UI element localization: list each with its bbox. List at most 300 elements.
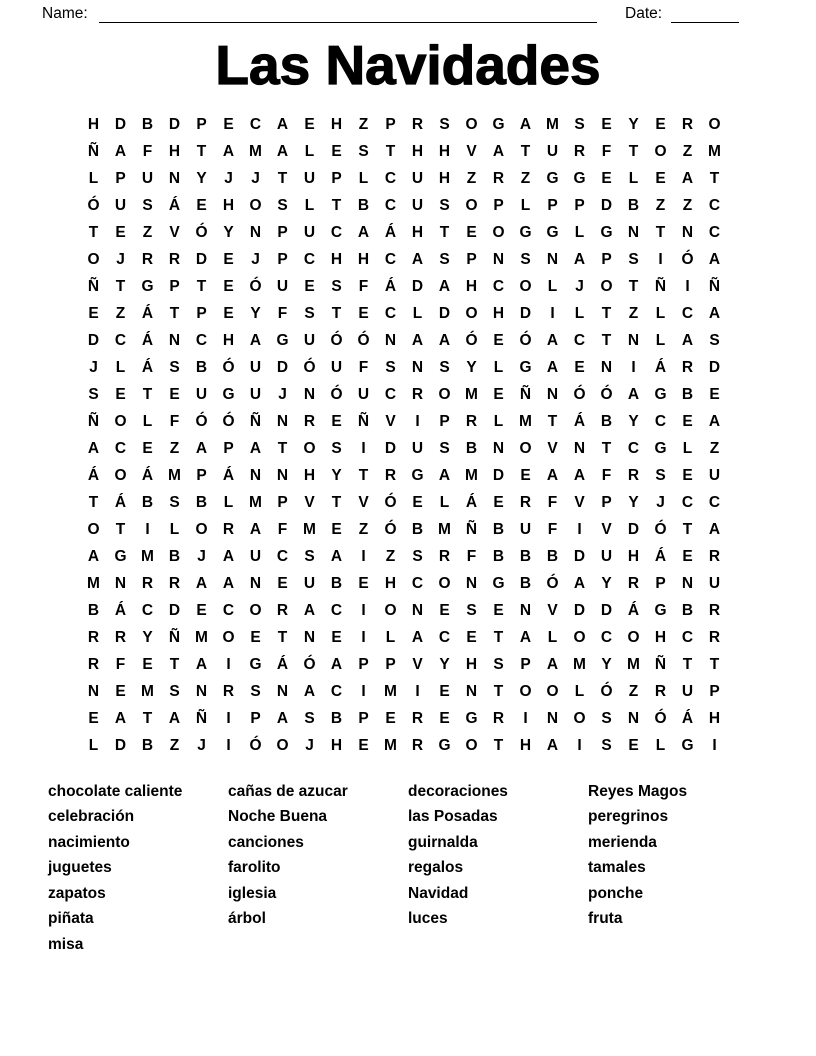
grid-letter: L bbox=[493, 358, 504, 376]
grid-letter: R bbox=[87, 655, 100, 673]
grid-letter: C bbox=[600, 628, 613, 646]
grid-letter: T bbox=[493, 628, 504, 646]
grid-letter: Ñ bbox=[654, 277, 667, 295]
word-list-item: luces bbox=[408, 910, 448, 928]
grid-letter: O bbox=[654, 142, 667, 160]
grid-letter: S bbox=[439, 196, 450, 214]
grid-letter: A bbox=[519, 628, 532, 646]
word-list-column bbox=[588, 779, 687, 932]
grid-letter: P bbox=[196, 115, 207, 133]
grid-letter: Ó bbox=[654, 520, 667, 538]
grid-letter: R bbox=[492, 709, 505, 727]
grid-letter: C bbox=[438, 628, 451, 646]
grid-letter: C bbox=[114, 439, 127, 457]
grid-letter: L bbox=[655, 331, 666, 349]
grid-letter: O bbox=[87, 250, 100, 268]
grid-letter: E bbox=[493, 385, 504, 403]
grid-letter: J bbox=[251, 169, 260, 187]
grid-letter: A bbox=[681, 169, 694, 187]
grid-letter: O bbox=[546, 682, 559, 700]
grid-letter: A bbox=[114, 709, 127, 727]
grid-letter: J bbox=[305, 736, 314, 754]
grid-letter: R bbox=[681, 115, 694, 133]
grid-letter: A bbox=[573, 466, 586, 484]
grid-letter: N bbox=[276, 412, 289, 430]
grid-letter: T bbox=[601, 304, 612, 322]
grid-letter: M bbox=[519, 412, 532, 430]
grid-letter: G bbox=[519, 223, 532, 241]
grid-letter: T bbox=[196, 142, 207, 160]
grid-letter: L bbox=[574, 682, 585, 700]
grid-letter: H bbox=[627, 547, 640, 565]
grid-letter: N bbox=[681, 223, 694, 241]
grid-letter: S bbox=[439, 439, 450, 457]
grid-letter: P bbox=[169, 277, 180, 295]
grid-letter: O bbox=[600, 277, 613, 295]
grid-letter: L bbox=[628, 169, 639, 187]
grid-letter: O bbox=[87, 520, 100, 538]
grid-letter: Y bbox=[601, 574, 612, 592]
grid-letter: U bbox=[249, 358, 262, 376]
grid-letter: R bbox=[384, 466, 397, 484]
grid-letter: B bbox=[492, 547, 505, 565]
grid-letter: T bbox=[709, 655, 720, 673]
word-list-item: Reyes Magos bbox=[588, 783, 688, 800]
grid-letter: E bbox=[223, 277, 234, 295]
grid-letter: V bbox=[466, 142, 477, 160]
grid-letter: P bbox=[196, 466, 207, 484]
grid-letter: R bbox=[465, 412, 478, 430]
grid-letter: I bbox=[685, 277, 690, 295]
grid-letter: S bbox=[439, 115, 450, 133]
grid-letter: H bbox=[519, 736, 532, 754]
grid-letter: C bbox=[222, 601, 235, 619]
grid-letter: T bbox=[358, 466, 369, 484]
grid-letter: A bbox=[222, 142, 235, 160]
grid-letter: T bbox=[169, 655, 180, 673]
grid-letter: B bbox=[87, 601, 100, 619]
grid-letter: F bbox=[277, 304, 288, 322]
grid-letter: C bbox=[627, 439, 640, 457]
grid-letter: C bbox=[249, 115, 262, 133]
grid-letter: M bbox=[438, 520, 451, 538]
grid-letter: I bbox=[577, 520, 582, 538]
grid-letter: D bbox=[600, 196, 613, 214]
grid-letter: A bbox=[519, 115, 532, 133]
grid-letter: Á bbox=[573, 412, 586, 430]
grid-letter: D bbox=[438, 304, 451, 322]
grid-letter: T bbox=[439, 223, 450, 241]
grid-letter: N bbox=[276, 466, 289, 484]
grid-letter: Z bbox=[682, 196, 693, 214]
grid-letter: L bbox=[520, 196, 531, 214]
grid-letter: O bbox=[519, 277, 532, 295]
grid-letter: Y bbox=[601, 655, 612, 673]
grid-letter: O bbox=[627, 628, 640, 646]
grid-letter: R bbox=[222, 682, 235, 700]
grid-letter: A bbox=[573, 250, 586, 268]
word-list-column bbox=[228, 779, 348, 932]
grid-letter: T bbox=[331, 196, 342, 214]
grid-letter: L bbox=[142, 412, 153, 430]
grid-letter: I bbox=[577, 736, 582, 754]
grid-letter: I bbox=[226, 709, 231, 727]
grid-letter: S bbox=[358, 142, 369, 160]
grid-letter: I bbox=[361, 628, 366, 646]
grid-letter: P bbox=[277, 493, 288, 511]
grid-letter: S bbox=[331, 277, 342, 295]
grid-letter: F bbox=[466, 547, 477, 565]
grid-letter: E bbox=[493, 493, 504, 511]
grid-letter: Á bbox=[114, 601, 127, 619]
grid-letter: E bbox=[88, 304, 99, 322]
grid-letter: R bbox=[141, 574, 154, 592]
word-list-item: fruta bbox=[588, 910, 623, 928]
word-list-column bbox=[408, 779, 508, 932]
grid-letter: E bbox=[331, 412, 342, 430]
grid-letter: E bbox=[601, 169, 612, 187]
grid-letter: R bbox=[168, 574, 181, 592]
grid-letter: I bbox=[415, 682, 420, 700]
grid-letter: Z bbox=[169, 439, 180, 457]
grid-letter: L bbox=[439, 493, 450, 511]
word-list-item: Navidad bbox=[408, 884, 469, 902]
grid-letter: A bbox=[276, 115, 289, 133]
grid-letter: Ó bbox=[330, 331, 343, 349]
grid-letter: Z bbox=[520, 169, 531, 187]
grid-letter: L bbox=[115, 358, 126, 376]
grid-letter: T bbox=[115, 277, 126, 295]
grid-letter: Ó bbox=[357, 331, 370, 349]
grid-letter: T bbox=[142, 709, 153, 727]
grid-letter: P bbox=[466, 250, 477, 268]
grid-letter: L bbox=[88, 736, 99, 754]
grid-letter: T bbox=[169, 304, 180, 322]
grid-letter: E bbox=[88, 709, 99, 727]
grid-letter: I bbox=[523, 709, 528, 727]
grid-letter: Y bbox=[628, 115, 639, 133]
grid-letter: M bbox=[546, 115, 559, 133]
grid-letter: A bbox=[330, 547, 343, 565]
grid-letter: U bbox=[249, 385, 262, 403]
grid-letter: S bbox=[412, 547, 423, 565]
grid-letter: Á bbox=[114, 493, 127, 511]
grid-letter: G bbox=[519, 358, 532, 376]
grid-letter: T bbox=[115, 520, 126, 538]
grid-letter: P bbox=[385, 115, 396, 133]
grid-letter: N bbox=[519, 601, 532, 619]
grid-letter: P bbox=[385, 655, 396, 673]
grid-letter: Ñ bbox=[708, 277, 721, 295]
grid-letter: Ñ bbox=[195, 709, 208, 727]
grid-letter: D bbox=[276, 358, 289, 376]
grid-letter: O bbox=[114, 466, 127, 484]
grid-letter: U bbox=[411, 169, 424, 187]
grid-letter: Y bbox=[331, 466, 342, 484]
grid-letter: D bbox=[411, 277, 424, 295]
grid-letter: M bbox=[141, 682, 154, 700]
grid-letter: A bbox=[573, 574, 586, 592]
grid-letter: H bbox=[303, 466, 316, 484]
grid-letter: R bbox=[627, 574, 640, 592]
grid-letter: B bbox=[141, 493, 154, 511]
grid-letter: E bbox=[331, 628, 342, 646]
word-list-item: iglesia bbox=[228, 884, 277, 902]
grid-letter: C bbox=[708, 223, 721, 241]
grid-letter: G bbox=[654, 601, 667, 619]
grid-letter: E bbox=[682, 466, 693, 484]
grid-letter: R bbox=[654, 682, 667, 700]
grid-letter: A bbox=[546, 331, 559, 349]
grid-letter: G bbox=[438, 736, 451, 754]
grid-letter: S bbox=[439, 358, 450, 376]
grid-letter: T bbox=[277, 628, 288, 646]
grid-letter: P bbox=[574, 196, 585, 214]
grid-letter: I bbox=[361, 547, 366, 565]
grid-letter: N bbox=[168, 169, 181, 187]
grid-letter: C bbox=[330, 223, 343, 241]
grid-letter: R bbox=[438, 547, 451, 565]
word-list-item: misa bbox=[48, 935, 84, 953]
grid-letter: S bbox=[520, 250, 531, 268]
grid-letter: E bbox=[223, 304, 234, 322]
grid-letter: Ó bbox=[546, 574, 559, 592]
grid-letter: Ó bbox=[303, 655, 316, 673]
grid-letter: T bbox=[628, 142, 639, 160]
grid-letter: Ó bbox=[195, 223, 208, 241]
grid-letter: T bbox=[385, 142, 396, 160]
grid-letter: S bbox=[169, 358, 180, 376]
grid-letter: O bbox=[249, 601, 262, 619]
grid-letter: Z bbox=[115, 304, 126, 322]
word-list-item: merienda bbox=[588, 833, 657, 851]
grid-letter: N bbox=[168, 331, 181, 349]
grid-letter: A bbox=[708, 304, 721, 322]
grid-letter: D bbox=[168, 115, 181, 133]
grid-letter: M bbox=[249, 142, 262, 160]
grid-letter: R bbox=[681, 358, 694, 376]
grid-letter: E bbox=[358, 736, 369, 754]
grid-letter: N bbox=[303, 628, 316, 646]
grid-letter: C bbox=[681, 304, 694, 322]
grid-letter: G bbox=[141, 277, 154, 295]
grid-letter: C bbox=[141, 601, 154, 619]
grid-letter: S bbox=[277, 196, 288, 214]
grid-letter: G bbox=[411, 466, 424, 484]
grid-letter: N bbox=[573, 439, 586, 457]
grid-letter: D bbox=[114, 115, 127, 133]
grid-letter: Á bbox=[627, 601, 640, 619]
grid-letter: Ó bbox=[573, 385, 586, 403]
grid-letter: E bbox=[223, 115, 234, 133]
word-list-item: nacimiento bbox=[48, 833, 130, 851]
grid-letter: J bbox=[656, 493, 665, 511]
grid-letter: N bbox=[627, 331, 640, 349]
grid-letter: U bbox=[303, 331, 316, 349]
grid-letter: R bbox=[492, 169, 505, 187]
grid-letter: J bbox=[575, 277, 584, 295]
grid-letter: H bbox=[384, 574, 397, 592]
grid-letter: M bbox=[627, 655, 640, 673]
grid-letter: Ó bbox=[384, 520, 397, 538]
grid-letter: O bbox=[438, 574, 451, 592]
grid-letter: Ó bbox=[303, 358, 316, 376]
grid-letter: Ñ bbox=[87, 412, 100, 430]
grid-letter: B bbox=[195, 358, 208, 376]
grid-letter: Y bbox=[466, 358, 477, 376]
grid-letter: O bbox=[384, 601, 397, 619]
grid-letter: G bbox=[276, 331, 289, 349]
grid-letter: S bbox=[304, 709, 315, 727]
grid-letter: Ó bbox=[465, 331, 478, 349]
grid-letter: E bbox=[169, 385, 180, 403]
grid-letter: Z bbox=[682, 142, 693, 160]
grid-letter: H bbox=[411, 223, 424, 241]
grid-letter: P bbox=[331, 169, 342, 187]
grid-letter: T bbox=[655, 223, 666, 241]
grid-letter: O bbox=[573, 628, 586, 646]
grid-letter: N bbox=[276, 682, 289, 700]
grid-letter: H bbox=[465, 277, 478, 295]
grid-letter: H bbox=[222, 196, 235, 214]
grid-letter: C bbox=[330, 601, 343, 619]
grid-letter: R bbox=[519, 493, 532, 511]
grid-letter: O bbox=[465, 196, 478, 214]
word-list-item: las Posadas bbox=[408, 808, 498, 826]
grid-letter: P bbox=[277, 250, 288, 268]
grid-letter: F bbox=[142, 142, 153, 160]
grid-letter: O bbox=[438, 385, 451, 403]
grid-letter: H bbox=[492, 304, 505, 322]
word-list-item: juguetes bbox=[48, 859, 112, 877]
grid-letter: D bbox=[600, 601, 613, 619]
grid-letter: Ñ bbox=[249, 412, 262, 430]
name-blank-line bbox=[99, 22, 597, 23]
grid-letter: H bbox=[330, 250, 343, 268]
word-list-item: guirnalda bbox=[408, 833, 478, 851]
grid-letter: D bbox=[168, 601, 181, 619]
grid-letter: Z bbox=[358, 520, 369, 538]
grid-letter: A bbox=[681, 331, 694, 349]
grid-letter: G bbox=[222, 385, 235, 403]
grid-letter: N bbox=[114, 574, 127, 592]
grid-letter: H bbox=[330, 115, 343, 133]
grid-letter: Ó bbox=[222, 358, 235, 376]
grid-letter: U bbox=[708, 574, 721, 592]
grid-letter: Á bbox=[141, 358, 154, 376]
grid-letter: P bbox=[601, 493, 612, 511]
grid-letter: N bbox=[492, 250, 505, 268]
grid-letter: Á bbox=[654, 547, 667, 565]
word-list-item: canciones bbox=[228, 833, 304, 851]
grid-letter: N bbox=[303, 385, 316, 403]
grid-letter: B bbox=[141, 736, 154, 754]
grid-letter: T bbox=[601, 439, 612, 457]
grid-letter: O bbox=[303, 439, 316, 457]
word-list-item: piñata bbox=[48, 910, 94, 928]
grid-letter: M bbox=[384, 682, 397, 700]
grid-letter: T bbox=[142, 385, 153, 403]
grid-letter: B bbox=[681, 385, 694, 403]
grid-letter: I bbox=[361, 439, 366, 457]
grid-letter: B bbox=[141, 115, 154, 133]
grid-letter: E bbox=[601, 115, 612, 133]
grid-letter: O bbox=[114, 412, 127, 430]
grid-letter: E bbox=[142, 655, 153, 673]
grid-letter: Z bbox=[709, 439, 720, 457]
grid-letter: L bbox=[223, 493, 234, 511]
grid-letter: V bbox=[358, 493, 369, 511]
grid-letter: U bbox=[519, 520, 532, 538]
grid-letter: T bbox=[331, 493, 342, 511]
grid-letter: M bbox=[195, 628, 208, 646]
grid-letter: N bbox=[195, 682, 208, 700]
grid-letter: N bbox=[627, 709, 640, 727]
grid-letter: U bbox=[249, 547, 262, 565]
grid-letter: G bbox=[492, 115, 505, 133]
grid-letter: E bbox=[682, 412, 693, 430]
grid-letter: C bbox=[384, 169, 397, 187]
word-list-item: regalos bbox=[408, 859, 464, 877]
grid-letter: C bbox=[708, 196, 721, 214]
grid-letter: E bbox=[493, 331, 504, 349]
grid-letter: E bbox=[196, 196, 207, 214]
grid-letter: B bbox=[168, 547, 181, 565]
grid-letter: N bbox=[384, 331, 397, 349]
grid-letter: Y bbox=[250, 304, 261, 322]
grid-letter: Ó bbox=[87, 196, 100, 214]
name-label: Name: bbox=[42, 5, 88, 22]
word-list-item: peregrinos bbox=[588, 808, 669, 826]
grid-letter: R bbox=[276, 601, 289, 619]
word-list-item: árbol bbox=[228, 910, 266, 928]
word-list-column bbox=[48, 779, 182, 957]
grid-letter: M bbox=[708, 142, 721, 160]
grid-letter: E bbox=[277, 574, 288, 592]
grid-letter: B bbox=[492, 520, 505, 538]
grid-letter: T bbox=[682, 520, 693, 538]
grid-letter: R bbox=[627, 466, 640, 484]
grid-letter: G bbox=[546, 223, 559, 241]
grid-letter: O bbox=[195, 520, 208, 538]
grid-letter: M bbox=[465, 466, 478, 484]
date-blank-line bbox=[671, 22, 739, 23]
grid-letter: Ñ bbox=[654, 655, 667, 673]
grid-letter: M bbox=[141, 547, 154, 565]
grid-letter: I bbox=[226, 736, 231, 754]
grid-letter: C bbox=[330, 682, 343, 700]
grid-letter: Ó bbox=[249, 736, 262, 754]
grid-letter: E bbox=[250, 628, 261, 646]
grid-letter: E bbox=[439, 682, 450, 700]
grid-letter: Á bbox=[384, 277, 397, 295]
grid-letter: Z bbox=[628, 304, 639, 322]
grid-letter: E bbox=[439, 709, 450, 727]
grid-letter: C bbox=[384, 385, 397, 403]
grid-letter: T bbox=[709, 169, 720, 187]
grid-letter: S bbox=[466, 601, 477, 619]
grid-letter: B bbox=[546, 547, 559, 565]
grid-letter: H bbox=[708, 709, 721, 727]
grid-letter: S bbox=[88, 385, 99, 403]
grid-letter: Ó bbox=[519, 331, 532, 349]
grid-letter: L bbox=[304, 142, 315, 160]
grid-letter: Z bbox=[142, 223, 153, 241]
grid-letter: Y bbox=[439, 655, 450, 673]
grid-letter: L bbox=[547, 628, 558, 646]
grid-letter: E bbox=[655, 169, 666, 187]
grid-letter: E bbox=[520, 466, 531, 484]
